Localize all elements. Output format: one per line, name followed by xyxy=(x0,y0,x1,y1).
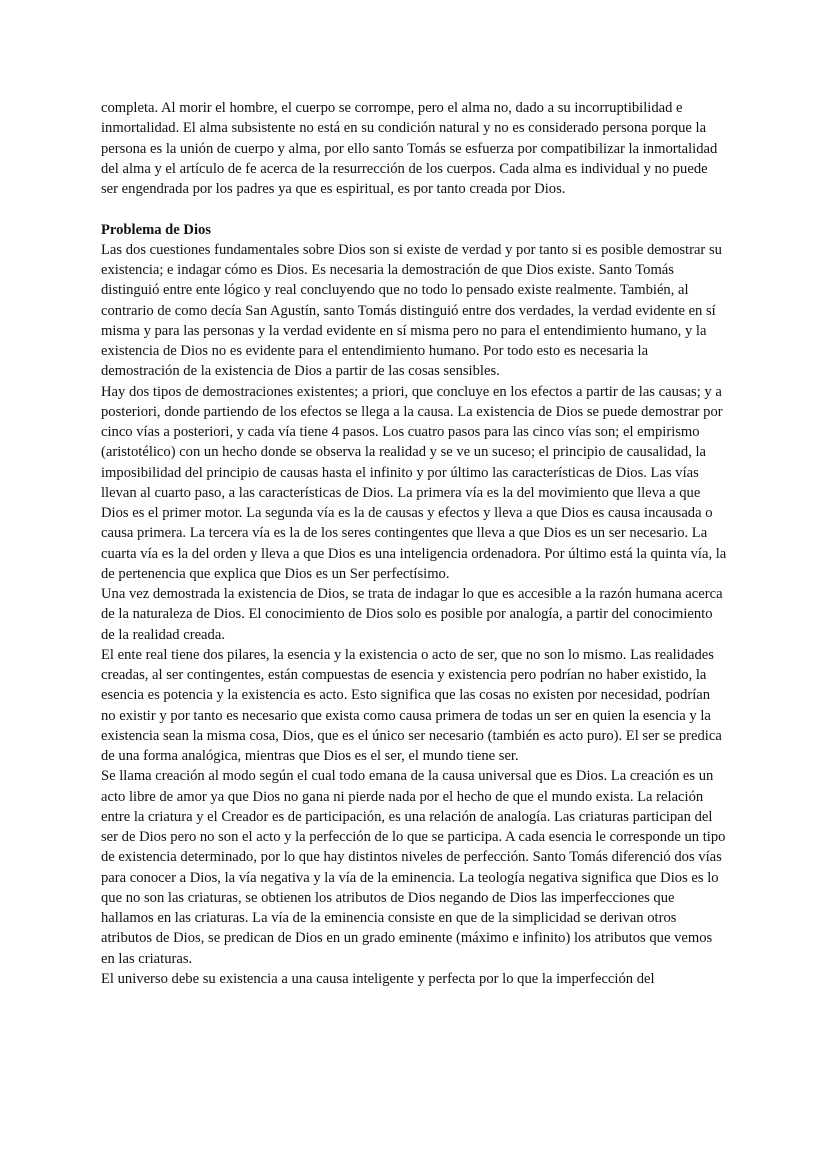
paragraph-4: El ente real tiene dos pilares, la esencia y la existencia o acto de ser, que no son lo mismo. Las realidades creadas, al ser contingentes, están compuestas de esencia y existencia pero podrían no haber existido, la esencia es potencia y la existencia es acto. Esto significa que las cosas no existen por necesidad, podrían no existir y por tanto es necesario que exista como causa primera de todas un ser en quien la esencia y la existencia sean la misma cosa, Dios, que es el único ser necesario (también es acto puro). El ser se predica de una forma analógica, mientras que Dios es el ser, el mundo tiene ser. xyxy=(101,646,722,764)
paragraph-intro: completa. Al morir el hombre, el cuerpo se corrompe, pero el alma no, dado a su incorruptibilidad e inmortalidad. El alma subsistente no está en su condición natural y no es considerado persona porque la persona es la unión de cuerpo y alma, por ello santo Tomás se esfuerza por compatibilizar la inmortalidad del alma y el artículo de fe acerca de la resurrección de los cuerpos. Cada alma es individual y no puede ser engendrada por los padres ya que es espiritual, es por tanto creada por Dios. xyxy=(101,100,718,197)
paragraph-3: Una vez demostrada la existencia de Dios, se trata de indagar lo que es accesible a la razón humana acerca de la naturaleza de Dios. El conocimiento de Dios solo es posible por analogía, a partir del conocimiento de la realidad creada. xyxy=(101,586,723,643)
paragraph-2: Hay dos tipos de demostraciones existentes; a priori, que concluye en los efectos a partir de las causas; y a posteriori, donde partiendo de los efectos se llega a la causa. La existencia de Dios se puede demostrar por cinco vías a posteriori, y cada vía tiene 4 pasos. Los cuatro pasos para las cinco vías son; el empirismo (aristotélico) con un hecho donde se observa la realidad y se ve un suceso; el principio de causalidad, la imposibilidad del principio de causas hasta el infinito y por último las características de Dios. Las vías llevan al cuarto paso, a las características de Dios. La primera vía es la del movimiento que lleva a que Dios es el primer motor. La segunda vía es la de causas y efectos y lleva a que Dios es causa incausada o causa primera. La tercera vía es la de los seres contingentes que lleva a que Dios es un ser necesario. La cuarta vía es la del orden y lleva a que Dios es una inteligencia ordenadora. Por último está la quinta vía, la de pertenencia que explica que Dios es un Ser perfectísimo. xyxy=(101,383,727,582)
paragraph-gap xyxy=(101,199,727,219)
paragraph-5: Se llama creación al modo según el cual todo emana de la causa universal que es Dios. La creación es un acto libre de amor ya que Dios no gana ni pierde nada por el hecho de que el mundo exista. La relación entre la criatura y el Creador es de participación, es una relación de analogía. Las criaturas participan del ser de Dios pero no son el acto y la perfección de lo que se participa. A cada esencia le corresponde un tipo de existencia determinado, por lo que hay distintos niveles de perfección. Santo Tomás diferenció dos vías para conocer a Dios, la vía negativa y la vía de la eminencia. La teología negativa significa que Dios es lo que no son las criaturas, se obtienen los atributos de Dios negando de Dios las imperfecciones que hallamos en las criaturas. La vía de la eminencia consiste en que de la simplicidad se derivan otros atributos de Dios, se predican de Dios en un grado eminente (máximo e infinito) los atributos que vemos en las criaturas. xyxy=(101,768,726,967)
document-page xyxy=(101,98,727,989)
paragraph-6: El universo debe su existencia a una causa inteligente y perfecta por lo que la imperfección del xyxy=(101,970,655,987)
paragraph-1: Las dos cuestiones fundamentales sobre Dios son si existe de verdad y por tanto si es posible demostrar su existencia; e indagar cómo es Dios. Es necesaria la demostración de que Dios existe. Santo Tomás distinguió entre ente lógico y real concluyendo que no todo lo pensado existe realmente. También, al contrario de como decía San Agustín, santo Tomás distinguió entre dos verdades, la verdad evidente en sí misma y para las personas y la verdad evidente en sí misma pero no para el entendimiento humano, y la existencia de Dios no es evidente para el entendimiento humano. Por todo esto es necesaria la demostración de la existencia de Dios a partir de las cosas sensibles. xyxy=(101,241,722,380)
section-heading: Problema de Dios xyxy=(101,221,211,238)
